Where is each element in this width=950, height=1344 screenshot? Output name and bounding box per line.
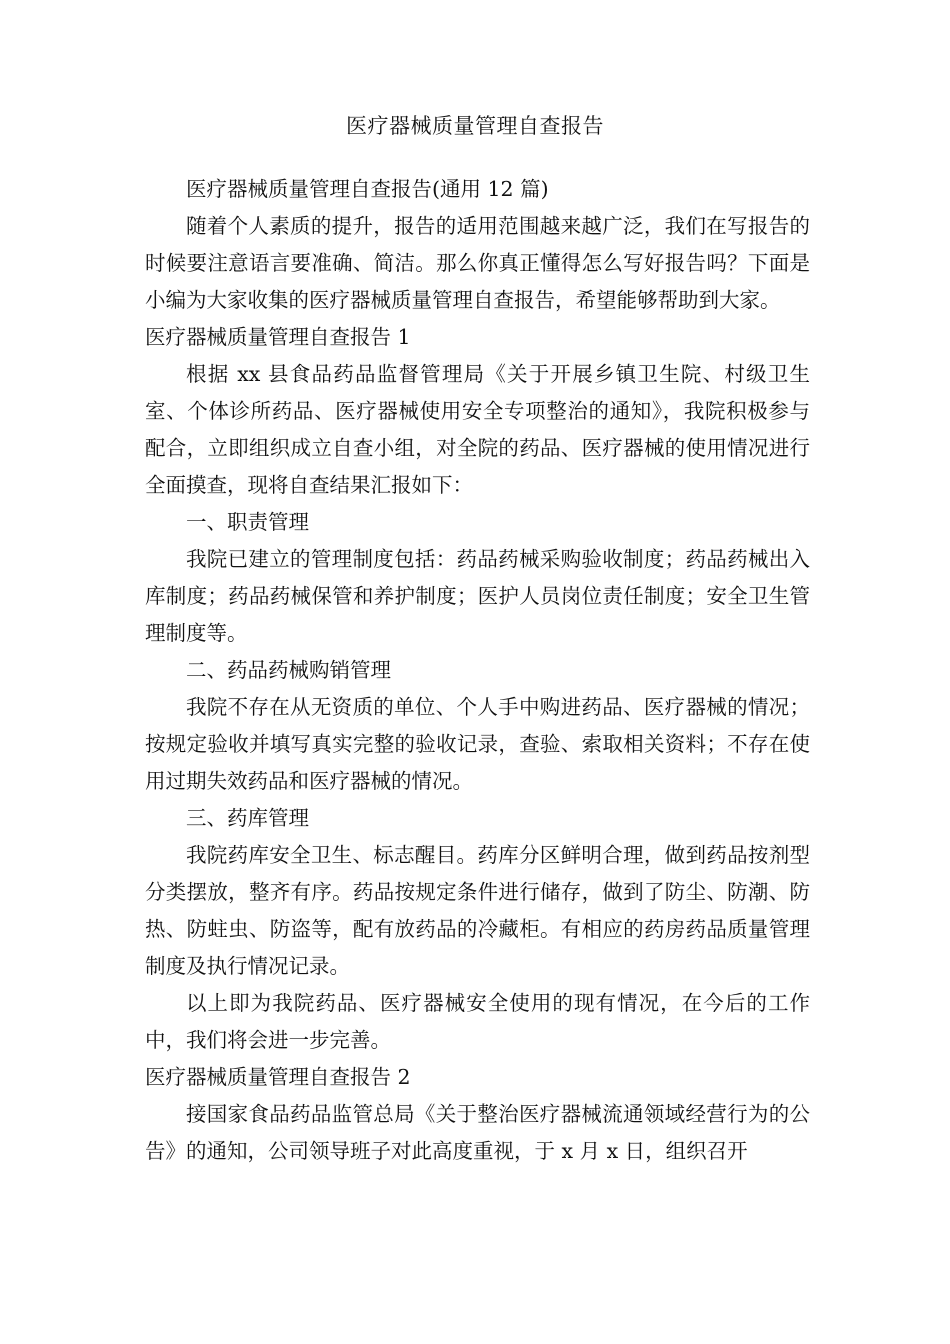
subheading-duty-management: 一、职责管理	[186, 510, 309, 534]
paragraph-purchase-sales: 我院不存在从无资质的单位、个人手中购进药品、医疗器械的情况；按规定验收并填写真实完整的验收记录，查验、索取相关资料；不存在使用过期失效药品和医疗器械的情况。	[145, 695, 810, 793]
paragraph-conclusion: 以上即为我院药品、医疗器械安全使用的现有情况，在今后的工作中，我们将会进一步完善。	[145, 991, 810, 1052]
document-title: 医疗器械质量管理自查报告	[346, 114, 604, 138]
paragraph-report-1-intro: 根据 xx 县食品药品监督管理局《关于开展乡镇卫生院、村级卫生室、个体诊所药品、医疗器械使用安全专项整治的通知》，我院积极参与配合，立即组织成立自查小组，对全院的药品、医疗器械的使用情况进行全面摸查，现将自查结果汇报如下：	[145, 362, 810, 497]
section-heading-report-2: 医疗器械质量管理自查报告 2	[145, 1065, 411, 1089]
document-body	[145, 171, 810, 1170]
paragraph-intro: 随着个人素质的提升，报告的适用范围越来越广泛，我们在写报告的时候要注意语言要准确、简洁。那么你真正懂得怎么写好报告吗？下面是小编为大家收集的医疗器械质量管理自查报告，希望能够帮助到大家。	[145, 214, 810, 312]
subheading-warehouse: 三、药库管理	[186, 806, 309, 830]
paragraph-duty-management: 我院已建立的管理制度包括：药品药械采购验收制度；药品药械出入库制度；药品药械保管和养护制度；医护人员岗位责任制度；安全卫生管理制度等。	[145, 547, 810, 645]
paragraph-warehouse: 我院药库安全卫生、标志醒目。药库分区鲜明合理，做到药品按剂型分类摆放，整齐有序。药品按规定条件进行储存，做到了防尘、防潮、防热、防蛀虫、防盗等，配有放药品的冷藏柜。有相应的药房药品质量管理制度及执行情况记录。	[145, 843, 810, 978]
paragraph-report-2-intro: 接国家食品药品监管总局《关于整治医疗器械流通领域经营行为的公告》的通知，公司领导班子对此高度重视，于 x 月 x 日，组织召开	[145, 1102, 810, 1163]
paragraph-subtitle: 医疗器械质量管理自查报告(通用 12 篇)	[186, 177, 549, 201]
subheading-purchase-sales: 二、药品药械购销管理	[186, 658, 391, 682]
section-heading-report-1: 医疗器械质量管理自查报告 1	[145, 325, 411, 349]
